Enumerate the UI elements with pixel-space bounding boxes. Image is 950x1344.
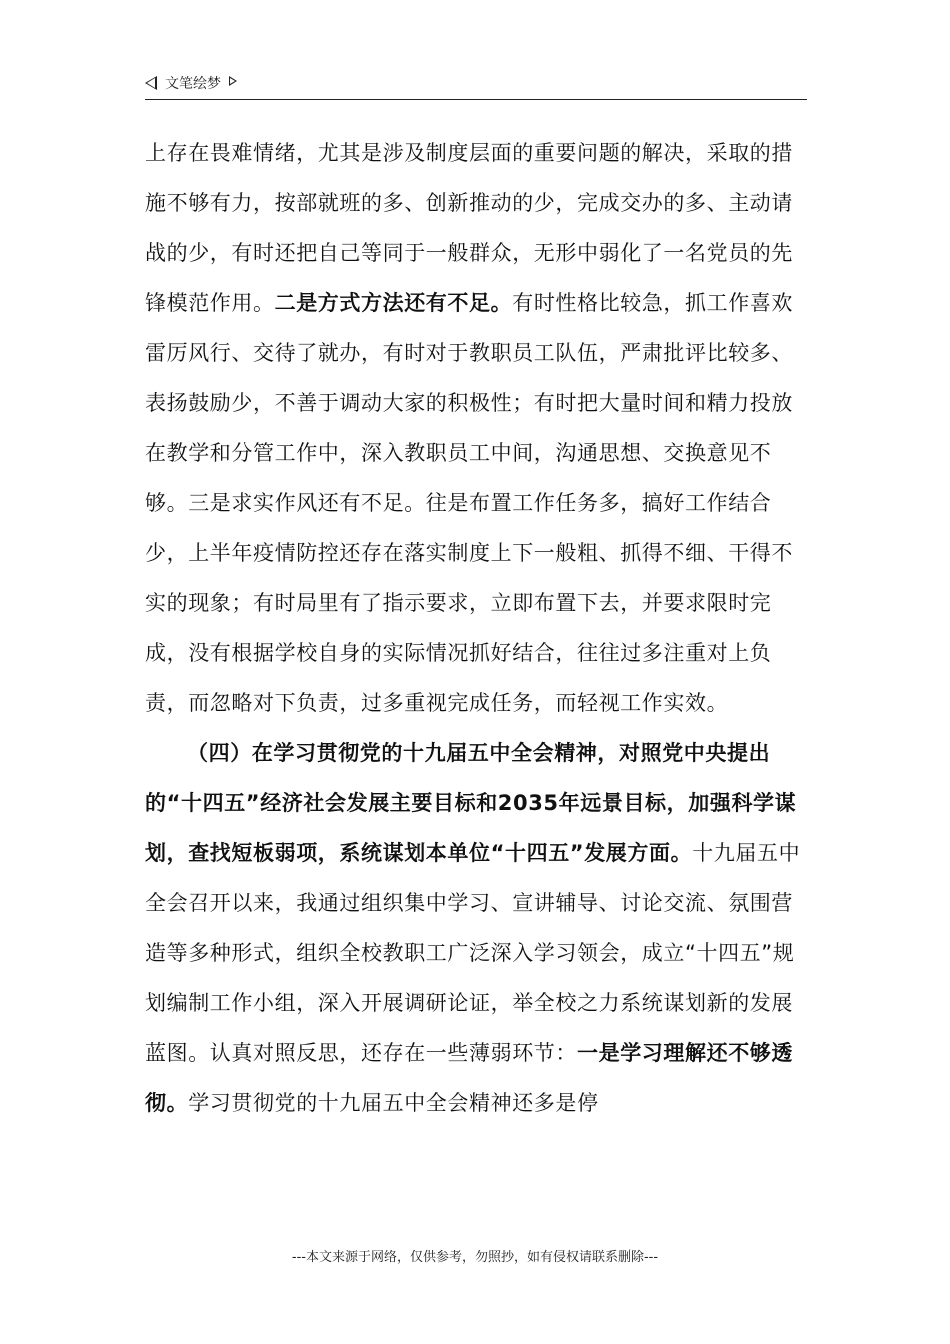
page-header [145,72,807,100]
paragraph-1-text-b: 有时性格比较急，抓工作喜欢雷厉风行、交待了就办，有时对于教职员工队伍，严肃批评比较多、表扬鼓励少，不善于调动大家的积极性；有时把大量时间和精力投放在教学和分管工作中，深入教职员工中间，沟通思想、交换意见不够。三是求实作风还有不足。往是布置工作任务多，搞好工作结合少，上半年疫情防控还存在落实制度上下一般粗、抓得不细、干得不实的现象；有时局里有了指示要求，立即布置下去，并要求限时完成，没有根据学校自身的实际情况抓好结合，往往过多注重对上负责，而忽略对下负责，过多重视完成任务，而轻视工作实效。 [145,291,794,715]
paragraph-2-text-b: 学习贯彻党的十九届五中全会精神还多是停 [188,1091,599,1115]
paragraph-1 [145,128,807,728]
paragraph-2 [145,728,807,1128]
paragraph-1-bold-point: 二是方式方法还有不足。 [274,291,513,315]
paragraph-2-text-a: 十九届五中全会召开以来，我通过组织集中学习、宣讲辅导、讨论交流、氛围营造等多种形式，组织全校教职工广泛深入学习领会，成立“十四五”规划编制工作小组，深入开展调研论证，举全校之力系统谋划新的发展蓝图。认真对照反思，还存在一些薄弱环节： [145,841,801,1065]
paragraph-1-text-a: 上存在畏难情绪，尤其是涉及制度层面的重要问题的解决，采取的措施不够有力，按部就班的多、创新推动的少，完成交办的多、主动请战的少，有时还把自己等同于一般群众，无形中弱化了一名党员的先锋模范作用。 [145,141,793,315]
triangle-left-icon [145,76,157,90]
page-footer: ---本文来源于网络，仅供参考，勿照抄，如有侵权请联系删除--- [291,1250,659,1265]
paragraph-2-heading: （四）在学习贯彻党的十九届五中全会精神，对照党中央提出的“十四五”经济社会发展主要目标和2035年远景目标，加强科学谋划，查找短板弱项，系统谋划本单位“十四五”发展方面。 [145,741,797,865]
document-body [145,128,807,1128]
triangle-right-icon [229,76,237,86]
header-title: 文笔绘梦 [165,76,221,92]
paragraph-2-bold-point: 一是学习理解还不够透彻。 [145,1041,793,1115]
